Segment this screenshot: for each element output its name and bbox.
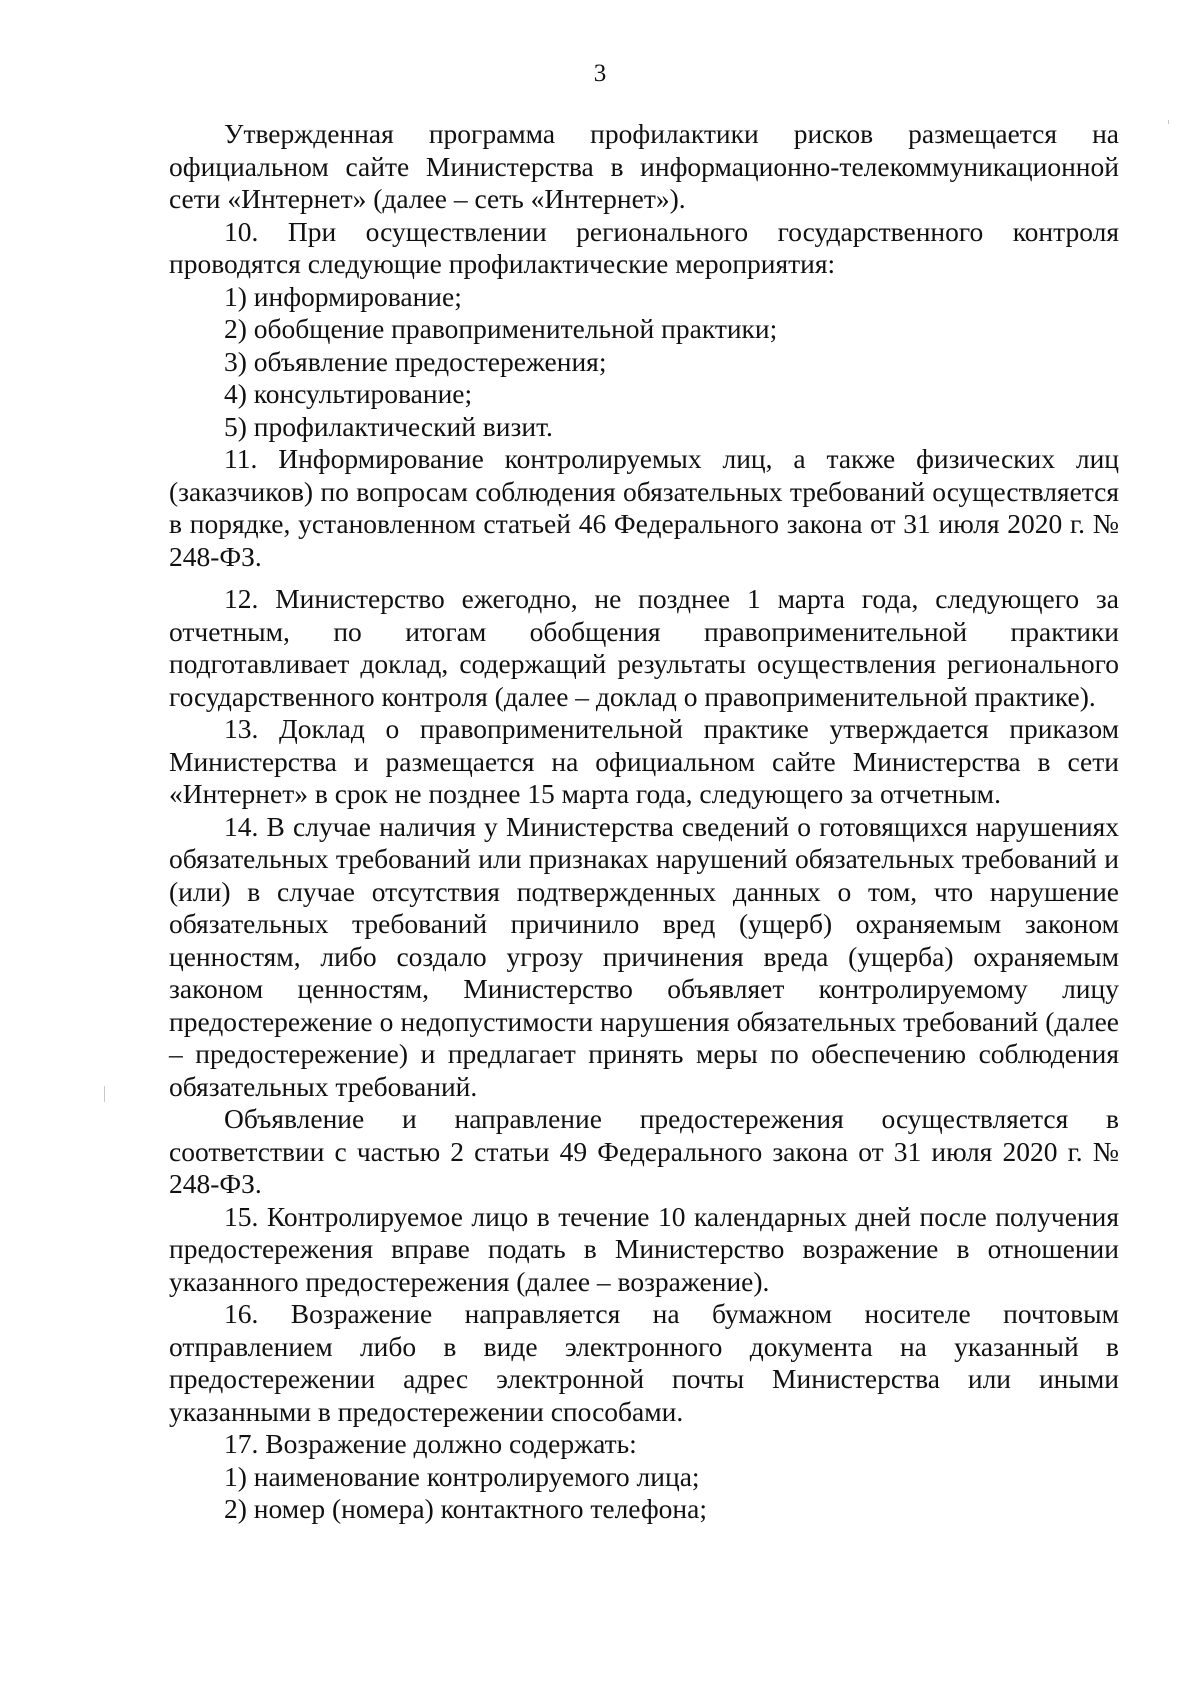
paragraph-11-informing: 11. Информирование контролируемых лиц, а также физических лиц (заказчиков) по вопросам соблюдения обязательных требований осуществляется в порядке, установленном статьей 46 Федерального закона от 31 июля 2020 г. № 248-ФЗ.	[169, 443, 1119, 572]
list-item-organization-name: 1) наименование контролируемого лица;	[224, 1460, 700, 1492]
scan-mark-right	[1168, 120, 1169, 124]
list-item-preventive-visit: 5) профилактический визит.	[224, 410, 553, 442]
paragraph-13-report-approval: 13. Доклад о правоприменительной практике утверждается приказом Министерства и размещается на официальном сайте Министерства в сети «Интернет» в срок не позднее 15 марта года, следующего за отчетным.	[169, 713, 1119, 809]
scan-mark-left	[104, 1086, 105, 1102]
paragraph-15-objection: 15. Контролируемое лицо в течение 10 календарных дней после получения предостережения вправе подать в Министерство возражение в отношении указанного предостережения (далее – возражение).	[169, 1200, 1119, 1297]
paragraph-warning-procedure: Объявление и направление предостережения осуществляется в соответствии с частью 2 статьи 49 Федерального закона от 31 июля 2020 г. № 248-ФЗ.	[169, 1103, 1119, 1199]
paragraph-program-publication: Утвержденная программа профилактики рисков размещается на официальном сайте Министерства в информационно-телекоммуникационной сети «Интернет» (далее – сеть «Интернет»).	[169, 118, 1119, 214]
document-body	[169, 118, 1119, 1526]
list-item-contact-phone: 2) номер (номера) контактного телефона;	[224, 1493, 707, 1524]
list-item-informing: 1) информирование;	[224, 280, 462, 312]
paragraph-10-preventive-measures: 10. При осуществлении регионального государственного контроля проводятся следующие профилактические мероприятия:	[169, 215, 1119, 279]
paragraph-12-report: 12. Министерство ежегодно, не позднее 1 марта года, следующего за отчетным, по итогам обобщения правоприменительной практики подготавливает доклад, содержащий результаты осуществления регионального государственного контроля (далее – доклад о правоприменительной практике).	[169, 583, 1119, 712]
page-number: 3	[593, 60, 607, 87]
paragraph-16-objection-delivery: 16. Возражение направляется на бумажном носителе почтовым отправлением либо в виде электронного документа на указанный в предостережении адрес электронной почты Министерства или иными указанными в предостережении способами.	[169, 1298, 1119, 1427]
list-item-consulting: 4) консультирование;	[224, 378, 473, 409]
paragraph-14-warning: 14. В случае наличия у Министерства сведений о готовящихся нарушениях обязательных требований или признаках нарушений обязательных требований и (или) в случае отсутствия подтвержденных данных о том, что нарушение обязательных требований причинило вред (ущерб) охраняемым законом ценностям, либо создало угрозу причинения вреда (ущерба) охраняемым законом ценностям, Министерство объявляет контролируемому лицу предостережение о недопустимости нарушения обязательных требований (далее – предостережение) и предлагает принять меры по обеспечению соблюдения обязательных требований.	[169, 810, 1119, 1102]
paragraph-17-objection-contents: 17. Возражение должно содержать:	[224, 1428, 637, 1459]
list-item-generalization: 2) обобщение правоприменительной практики;	[224, 313, 778, 344]
list-item-warning: 3) объявление предостережения;	[224, 345, 607, 377]
